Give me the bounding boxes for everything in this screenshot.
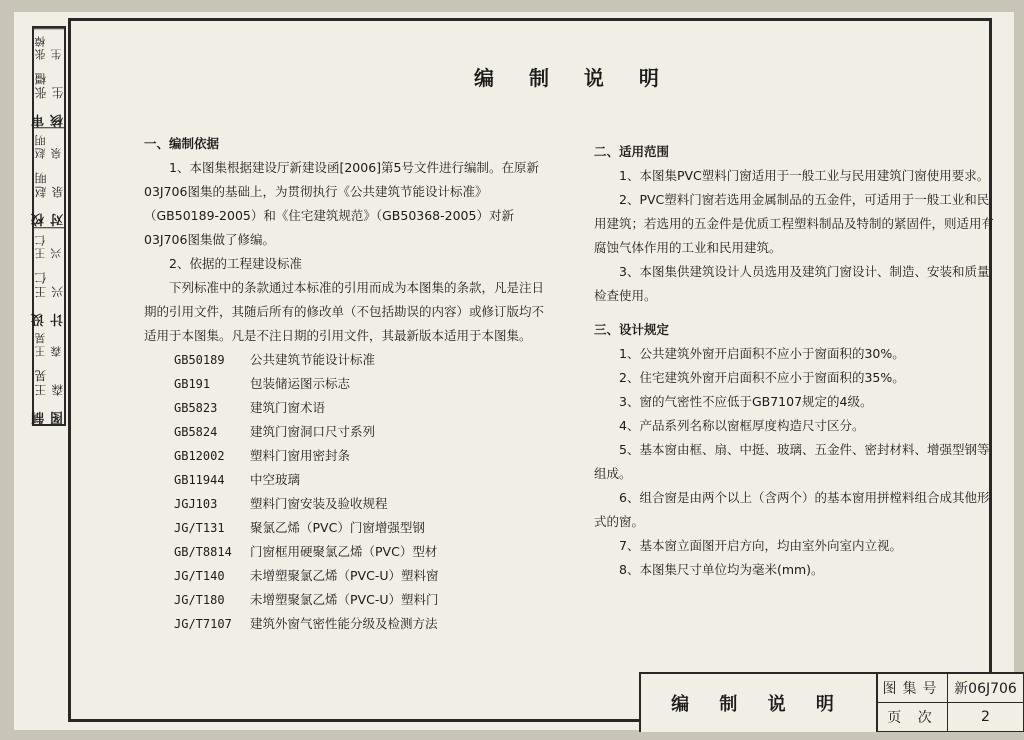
sidebar-role: 审核 (32, 112, 66, 128)
paragraph: 1、公共建筑外窗开启面积不应小于窗面积的30%。 (619, 346, 905, 361)
standard-name: 建筑门窗术语 (250, 400, 326, 415)
section-heading-basis: 一、编制依据 (144, 136, 220, 151)
sidebar-signature: 王仁兴 (34, 269, 65, 298)
page-number-value: 2 (948, 703, 1024, 732)
list-item (144, 396, 544, 420)
standards-list (144, 348, 544, 636)
standard-code: JGJ103 (174, 497, 218, 511)
list-item (144, 444, 544, 468)
right-column (594, 140, 994, 582)
spacer (594, 308, 994, 318)
standard-code: JG/T180 (174, 593, 225, 607)
sidebar-name: 赵明泉 (34, 133, 63, 160)
sidebar-name: 王晃森 (34, 331, 63, 358)
standard-code: GB191 (174, 377, 211, 391)
list-item (144, 348, 544, 372)
list-item (144, 540, 544, 564)
section-heading-scope: 二、适用范围 (594, 144, 670, 159)
signature-sidebar (32, 26, 66, 426)
standard-name: 未增塑聚氯乙烯（PVC-U）塑料门 (250, 592, 439, 607)
title-block (639, 672, 1024, 732)
paragraph: 3、窗的气密性不应低于GB7107规定的4级。 (619, 394, 873, 409)
standard-code: GB5824 (174, 425, 218, 439)
sidebar-cell-review (34, 28, 64, 127)
left-column (144, 132, 544, 636)
standard-name: 建筑外窗气密性能分级及检测方法 (250, 616, 438, 631)
sidebar-cell-drafting (34, 326, 64, 424)
paragraph: 6、组合窗是由两个以上（含两个）的基本窗用拼樘料组合成其他形式的窗。 (594, 490, 990, 529)
list-item (144, 612, 544, 636)
standard-name: 门窗框用硬聚氯乙烯（PVC）型材 (250, 544, 438, 559)
sidebar-role: 制图 (32, 409, 66, 424)
standard-name: 包装储运图示标志 (250, 376, 351, 391)
paragraph: 2、住宅建筑外窗开启面积不应小于窗面积的35%。 (619, 370, 905, 385)
page-number-label: 页 次 (878, 703, 948, 732)
standard-code: GB5823 (174, 401, 218, 415)
title-block-name: 编 制 说 明 (641, 674, 878, 732)
standard-name: 中空玻璃 (250, 472, 301, 487)
paragraph: 1、本图集根据建设厅新建设函[2006]第5号文件进行编制。在原新03J706图集的基础上，为贯彻执行《公共建筑节能设计标准》（GB50189-2005）和《住宅建筑规范》（GB50368-2005）对新03J706图集做了修编。 (144, 160, 539, 247)
paragraph: 7、基本窗立面图开启方向，均由室外向室内立视。 (619, 538, 902, 553)
standard-code: GB/T8814 (174, 545, 232, 559)
sidebar-cell-design (34, 227, 64, 326)
sidebar-name: 张樟生 (34, 34, 63, 61)
atlas-number-value: 新06J706 (948, 674, 1024, 703)
standard-name: 建筑门窗洞口尺寸系列 (250, 424, 376, 439)
standard-code: GB50189 (174, 353, 225, 367)
list-item (144, 420, 544, 444)
paragraph: 5、基本窗由框、扇、中挺、玻璃、五金件、密封材料、增强型钢等组成。 (594, 442, 990, 481)
list-item (144, 516, 544, 540)
list-item (144, 372, 544, 396)
section-heading-rules: 三、设计规定 (594, 322, 670, 337)
drawing-sheet (14, 12, 1017, 730)
paragraph: 4、产品系列名称以窗框厚度构造尺寸区分。 (619, 418, 865, 433)
title-block-grid (878, 674, 1024, 732)
page-title: 编 制 说 明 (474, 66, 673, 90)
list-item (144, 588, 544, 612)
standard-code: GB11944 (174, 473, 225, 487)
paragraph: 8、本图集尺寸单位均为毫米(mm)。 (619, 562, 824, 577)
standard-name: 公共建筑节能设计标准 (250, 352, 376, 367)
standard-name: 塑料门窗用密封条 (250, 448, 351, 463)
paragraph: 2、PVC塑料门窗若选用金属制品的五金件，可适用于一般工业和民用建筑；若选用的五金件是优质工程塑料制品及特制的紧固件，则适用有腐蚀气体作用的工业和民用建筑。 (594, 192, 995, 255)
paragraph: 下列标准中的条款通过本标准的引用而成为本图集的条款，凡是注日期的引用文件，其随后所有的修改单（不包括勘误的内容）或修订版均不适用于本图集。凡是不注日期的引用文件，其最新版本适用于本图集。 (144, 280, 545, 343)
atlas-number-label: 图集号 (878, 674, 948, 703)
standard-name: 聚氯乙烯（PVC）门窗增强型钢 (250, 520, 425, 535)
sidebar-signature: 张橿生 (34, 70, 65, 99)
list-item (144, 564, 544, 588)
standard-code: JG/T7107 (174, 617, 232, 631)
standard-name: 塑料门窗安装及验收规程 (250, 496, 388, 511)
standard-code: JG/T131 (174, 521, 225, 535)
sidebar-role: 校对 (32, 211, 66, 227)
list-item (144, 468, 544, 492)
paragraph: 2、依据的工程建设标准 (169, 256, 302, 271)
standard-code: JG/T140 (174, 569, 225, 583)
sidebar-cell-check (34, 127, 64, 226)
standard-code: GB12002 (174, 449, 225, 463)
list-item (144, 492, 544, 516)
sidebar-name: 王仁兴 (34, 233, 63, 260)
sidebar-role: 设计 (32, 310, 66, 326)
standard-name: 未增塑聚氯乙烯（PVC-U）塑料窗 (250, 568, 439, 583)
paragraph: 3、本图集供建筑设计人员选用及建筑门窗设计、制造、安装和质量检查使用。 (594, 264, 990, 303)
paragraph: 1、本图集PVC塑料门窗适用于一般工业与民用建筑门窗使用要求。 (619, 168, 990, 183)
sidebar-signature: 赵明泉 (34, 170, 65, 199)
sidebar-signature: 王晃森 (34, 367, 65, 396)
